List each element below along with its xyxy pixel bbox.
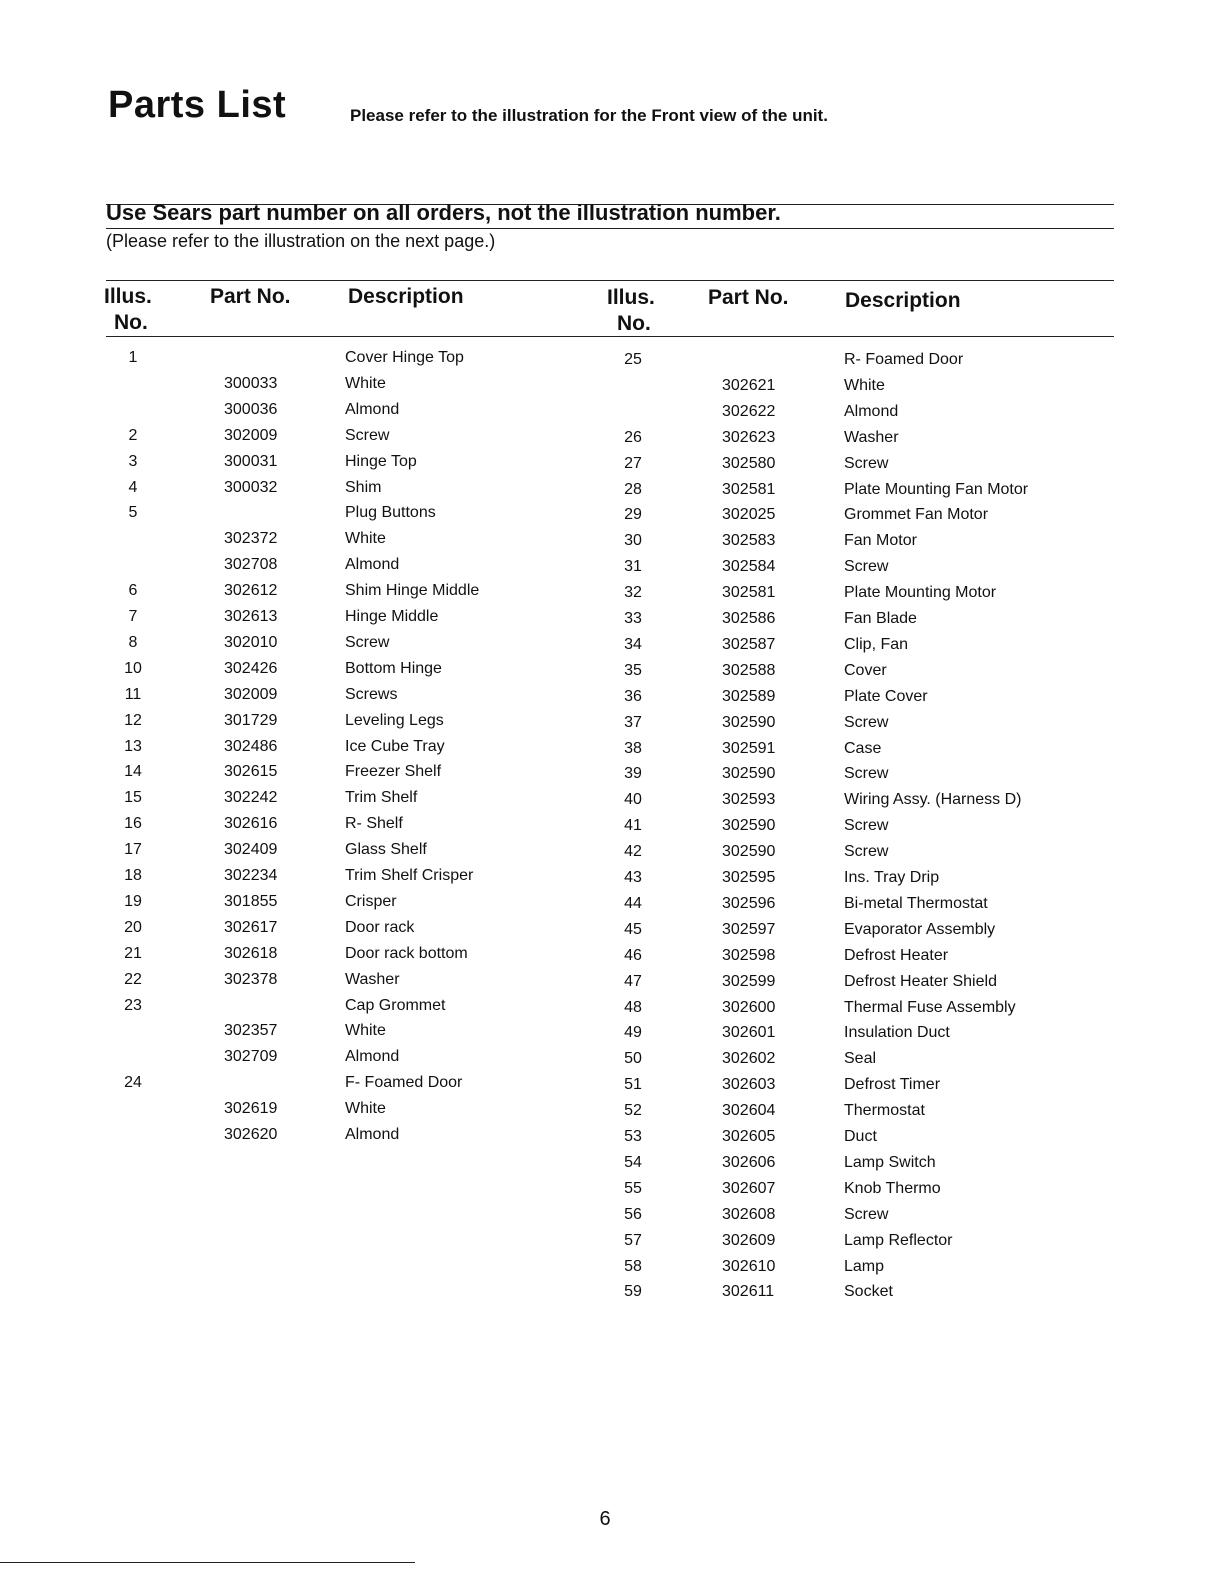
part-number: 302621 [722, 376, 776, 394]
table-row [0, 736, 1223, 762]
part-number: 300036 [224, 400, 278, 418]
part-number: 302583 [722, 532, 776, 550]
part-number: 302607 [722, 1179, 776, 1197]
table-row [0, 839, 1223, 865]
left-header-part-no: Part No. [210, 285, 291, 308]
part-number: 300033 [224, 374, 278, 392]
notice-underline [106, 228, 1114, 229]
illus-number: 36 [624, 687, 642, 705]
page-number: 6 [599, 1508, 611, 1530]
part-description: Almond [345, 1126, 400, 1143]
illus-number: 44 [624, 894, 642, 912]
part-description: Defrost Heater [844, 946, 949, 964]
illus-number: 51 [624, 1076, 642, 1094]
part-description: Lamp [844, 1257, 885, 1275]
illus-number: 17 [124, 841, 142, 859]
part-description: R- Foamed Door [844, 351, 964, 368]
illus-number: 23 [124, 996, 142, 1014]
part-number: 302613 [224, 608, 278, 625]
part-description: Crisper [345, 892, 397, 910]
table-row [0, 943, 1223, 969]
illus-number: 48 [624, 998, 642, 1016]
table-row [0, 761, 1223, 787]
illus-number: 28 [624, 480, 642, 498]
table-row [0, 684, 1223, 710]
part-description: Screw [844, 843, 889, 861]
illus-number: 49 [624, 1024, 642, 1042]
page-title: Parts List [108, 84, 287, 126]
illus-number: 42 [624, 843, 642, 861]
part-number: 302708 [224, 556, 278, 574]
part-description: Screw [345, 426, 390, 444]
part-description: Duct [844, 1128, 877, 1145]
part-description: Screw [844, 713, 889, 731]
illus-number: 7 [128, 608, 138, 625]
table-row [0, 528, 1223, 554]
illus-number: 40 [624, 791, 642, 809]
illus-number: 56 [624, 1205, 642, 1223]
illus-number: 10 [124, 659, 142, 677]
table-row [0, 917, 1223, 943]
page-subtitle: Please refer to the illustration for the Front view of the unit. [350, 106, 828, 125]
illus-number: 55 [624, 1179, 642, 1197]
part-description: Plug Buttons [345, 504, 436, 522]
part-number: 302596 [722, 894, 776, 912]
part-description: Fan Motor [844, 532, 917, 550]
illus-number: 43 [624, 869, 642, 886]
part-description: White [345, 1100, 386, 1118]
part-description: Evaporator Assembly [844, 920, 996, 938]
table-row [0, 399, 1223, 425]
table-row [0, 995, 1223, 1021]
part-description: Cover Hinge Top [345, 349, 464, 366]
illus-number: 45 [624, 920, 642, 938]
part-number: 301729 [224, 711, 278, 729]
part-description: White [345, 374, 386, 392]
table-row [0, 347, 1223, 373]
part-description: Leveling Legs [345, 711, 444, 729]
left-header-illus [104, 284, 152, 336]
illus-number: 58 [624, 1257, 642, 1275]
part-description: Lamp Reflector [844, 1231, 953, 1249]
part-description: Clip, Fan [844, 635, 909, 653]
part-description: White [345, 1022, 386, 1040]
part-description: Insulation Duct [844, 1024, 950, 1042]
part-number: 302580 [722, 454, 776, 472]
table-row [0, 1254, 1223, 1280]
part-number: 302587 [722, 635, 776, 653]
table-row [0, 1202, 1223, 1228]
illus-number: 8 [128, 633, 138, 651]
illus-number: 11 [124, 685, 142, 703]
part-description: Almond [844, 402, 899, 420]
illus-number: 59 [624, 1283, 642, 1301]
illus-number: 20 [124, 918, 142, 936]
part-description: Almond [345, 556, 400, 574]
part-number: 302025 [722, 506, 776, 524]
part-number: 302602 [722, 1050, 776, 1068]
table-row [0, 865, 1223, 891]
part-number: 302620 [224, 1126, 278, 1143]
illus-number: 53 [624, 1128, 642, 1145]
part-number: 302605 [722, 1128, 776, 1145]
part-description: Ice Cube Tray [345, 737, 445, 755]
part-number: 302372 [224, 530, 278, 548]
part-number: 302590 [722, 817, 776, 835]
part-description: Screw [844, 817, 889, 835]
part-number: 302590 [722, 843, 776, 861]
part-number: 302426 [224, 659, 278, 677]
part-description: Bi-metal Thermostat [844, 894, 988, 912]
illus-number: 24 [124, 1074, 142, 1092]
part-number: 300032 [224, 478, 278, 496]
illus-number: 41 [624, 817, 642, 835]
illus-number: 19 [124, 892, 142, 910]
part-description: Screw [844, 558, 889, 576]
part-number: 302486 [224, 737, 278, 755]
table-row [0, 1150, 1223, 1176]
table-row [0, 1124, 1223, 1150]
part-description: Thermostat [844, 1102, 925, 1120]
table-row [0, 1098, 1223, 1124]
part-description: Screw [844, 1205, 889, 1223]
part-description: Hinge Top [345, 452, 417, 470]
part-number: 302588 [722, 661, 776, 679]
illus-number: 26 [624, 428, 642, 446]
illus-number: 2 [128, 426, 138, 444]
part-number: 302409 [224, 841, 278, 859]
part-number: 302595 [722, 869, 776, 886]
part-number: 302234 [224, 867, 278, 884]
table-row [0, 502, 1223, 528]
illus-number: 1 [128, 349, 138, 366]
part-number: 302591 [722, 739, 776, 757]
order-notice-subtext: (Please refer to the illustration on the next page.) [106, 231, 496, 251]
illus-number: 25 [624, 351, 642, 368]
table-row [0, 710, 1223, 736]
part-description: Defrost Heater Shield [844, 972, 997, 990]
illus-number: 14 [124, 763, 142, 781]
illus-number: 35 [624, 661, 642, 679]
table-row [0, 1020, 1223, 1046]
illus-number: 57 [624, 1231, 642, 1249]
page-bottom-line [0, 1562, 415, 1563]
part-number: 302610 [722, 1257, 776, 1275]
part-description: Almond [345, 400, 400, 418]
illus-number: 22 [124, 970, 142, 988]
part-description: Hinge Middle [345, 608, 439, 625]
illus-number: 33 [624, 610, 642, 627]
part-description: Case [844, 739, 882, 757]
part-description: Trim Shelf [345, 789, 418, 807]
part-number: 302612 [224, 582, 278, 600]
part-number: 302009 [224, 426, 278, 444]
right-header-description: Description [845, 289, 961, 312]
illus-number: 30 [624, 532, 642, 550]
part-description: Washer [345, 970, 400, 988]
part-number: 301855 [224, 892, 278, 910]
right-header-illus-line2: No. [617, 312, 651, 335]
order-notice: Use Sears part number on all orders, not the illustration number. [106, 200, 781, 225]
part-number: 302593 [722, 791, 776, 809]
illus-number: 38 [624, 739, 642, 757]
left-header-description: Description [348, 285, 464, 308]
illus-number: 46 [624, 946, 642, 964]
part-description: Ins. Tray Drip [844, 869, 940, 886]
part-number: 302609 [722, 1231, 776, 1249]
illus-number: 12 [124, 711, 142, 729]
part-number: 302599 [722, 972, 776, 990]
illus-number: 21 [124, 944, 142, 962]
part-description: Shim [345, 478, 382, 496]
illus-number: 37 [624, 713, 642, 731]
header-bottom-rule [106, 336, 1114, 337]
part-description: Door rack bottom [345, 944, 468, 962]
part-description: Cap Grommet [345, 996, 446, 1014]
part-description: Knob Thermo [844, 1179, 941, 1197]
part-description: Thermal Fuse Assembly [844, 998, 1016, 1016]
part-number: 302590 [722, 713, 776, 731]
part-number: 302598 [722, 946, 776, 964]
part-number: 302617 [224, 918, 278, 936]
part-description: Seal [844, 1050, 877, 1068]
part-description: Plate Mounting Fan Motor [844, 480, 1029, 498]
part-description: Fan Blade [844, 610, 917, 627]
illus-number: 31 [624, 558, 642, 576]
part-description: R- Shelf [345, 815, 403, 833]
part-number: 302606 [722, 1153, 776, 1171]
table-row [0, 554, 1223, 580]
illus-number: 39 [624, 765, 642, 783]
table-row [0, 891, 1223, 917]
part-number: 302584 [722, 558, 776, 576]
part-description: Shim Hinge Middle [345, 582, 480, 600]
part-number: 302608 [722, 1205, 776, 1223]
table-row [0, 632, 1223, 658]
table-row [0, 813, 1223, 839]
part-number: 302619 [224, 1100, 278, 1118]
left-header-illus-line1: Illus. [104, 285, 152, 308]
table-row [0, 425, 1223, 451]
part-description: White [345, 530, 386, 548]
illus-number: 52 [624, 1102, 642, 1120]
illus-number: 4 [128, 478, 138, 496]
part-number: 302009 [224, 685, 278, 703]
illus-number: 54 [624, 1153, 642, 1171]
illus-number: 15 [124, 789, 142, 807]
table-row [0, 1072, 1223, 1098]
illus-number: 47 [624, 972, 642, 990]
illus-number: 6 [128, 582, 138, 600]
part-number: 302709 [224, 1048, 278, 1066]
table-row [0, 606, 1223, 632]
part-number: 302590 [722, 765, 776, 783]
part-number: 302581 [722, 480, 776, 498]
illus-number: 32 [624, 584, 642, 602]
part-description: Lamp Switch [844, 1153, 936, 1171]
part-number: 302589 [722, 687, 776, 705]
illus-number: 5 [128, 504, 138, 522]
part-description: Glass Shelf [345, 841, 427, 859]
part-number: 302378 [224, 970, 278, 988]
part-number: 302581 [722, 584, 776, 602]
part-description: Door rack [345, 918, 415, 936]
part-description: White [844, 376, 885, 394]
table-row [0, 658, 1223, 684]
right-header-illus [607, 285, 655, 337]
part-number: 302615 [224, 763, 278, 781]
part-description: Cover [844, 661, 887, 679]
part-description: F- Foamed Door [345, 1074, 463, 1092]
part-number: 302618 [224, 944, 278, 962]
part-number: 302010 [224, 633, 278, 651]
part-description: Socket [844, 1283, 893, 1301]
part-number: 302611 [722, 1283, 775, 1301]
illus-number: 16 [124, 815, 142, 833]
part-description: Plate Mounting Motor [844, 584, 997, 602]
part-number: 302622 [722, 402, 776, 420]
part-number: 302357 [224, 1022, 278, 1040]
illus-number: 29 [624, 506, 642, 524]
part-number: 302601 [722, 1024, 776, 1042]
illus-number: 3 [128, 452, 138, 470]
table-row [0, 1279, 1223, 1305]
illus-number: 13 [124, 737, 142, 755]
part-number: 302242 [224, 789, 278, 807]
part-description: Defrost Timer [844, 1076, 941, 1094]
part-description: Wiring Assy. (Harness D) [844, 791, 1022, 809]
part-number: 302623 [722, 428, 776, 446]
table-top-rule [106, 280, 1114, 281]
illus-number: 27 [624, 454, 642, 472]
table-row [0, 1228, 1223, 1254]
table-row [0, 451, 1223, 477]
part-number: 302604 [722, 1102, 776, 1120]
left-header-illus-line2: No. [114, 311, 148, 334]
part-description: Screw [844, 765, 889, 783]
part-description: Screw [345, 633, 390, 651]
part-number: 302597 [722, 920, 776, 938]
illus-number: 34 [624, 635, 642, 653]
part-number: 300031 [224, 452, 278, 470]
part-number: 302603 [722, 1076, 776, 1094]
table-row [0, 580, 1223, 606]
table-row [0, 787, 1223, 813]
illus-number: 18 [124, 867, 142, 884]
table-row [0, 373, 1223, 399]
part-description: Washer [844, 428, 899, 446]
table-row [0, 477, 1223, 503]
part-number: 302600 [722, 998, 776, 1016]
table-row [0, 969, 1223, 995]
part-description: Plate Cover [844, 687, 928, 705]
part-number: 302586 [722, 610, 776, 627]
illus-number: 50 [624, 1050, 642, 1068]
part-description: Trim Shelf Crisper [345, 867, 474, 884]
part-description: Bottom Hinge [345, 659, 442, 677]
table-row [0, 1176, 1223, 1202]
right-header-part-no: Part No. [708, 286, 789, 309]
part-description: Freezer Shelf [345, 763, 442, 781]
right-header-illus-line1: Illus. [607, 286, 655, 309]
part-description: Screw [844, 454, 889, 472]
part-number: 302616 [224, 815, 278, 833]
table-row [0, 1046, 1223, 1072]
part-description: Screws [345, 685, 398, 703]
part-description: Almond [345, 1048, 400, 1066]
part-description: Grommet Fan Motor [844, 506, 989, 524]
